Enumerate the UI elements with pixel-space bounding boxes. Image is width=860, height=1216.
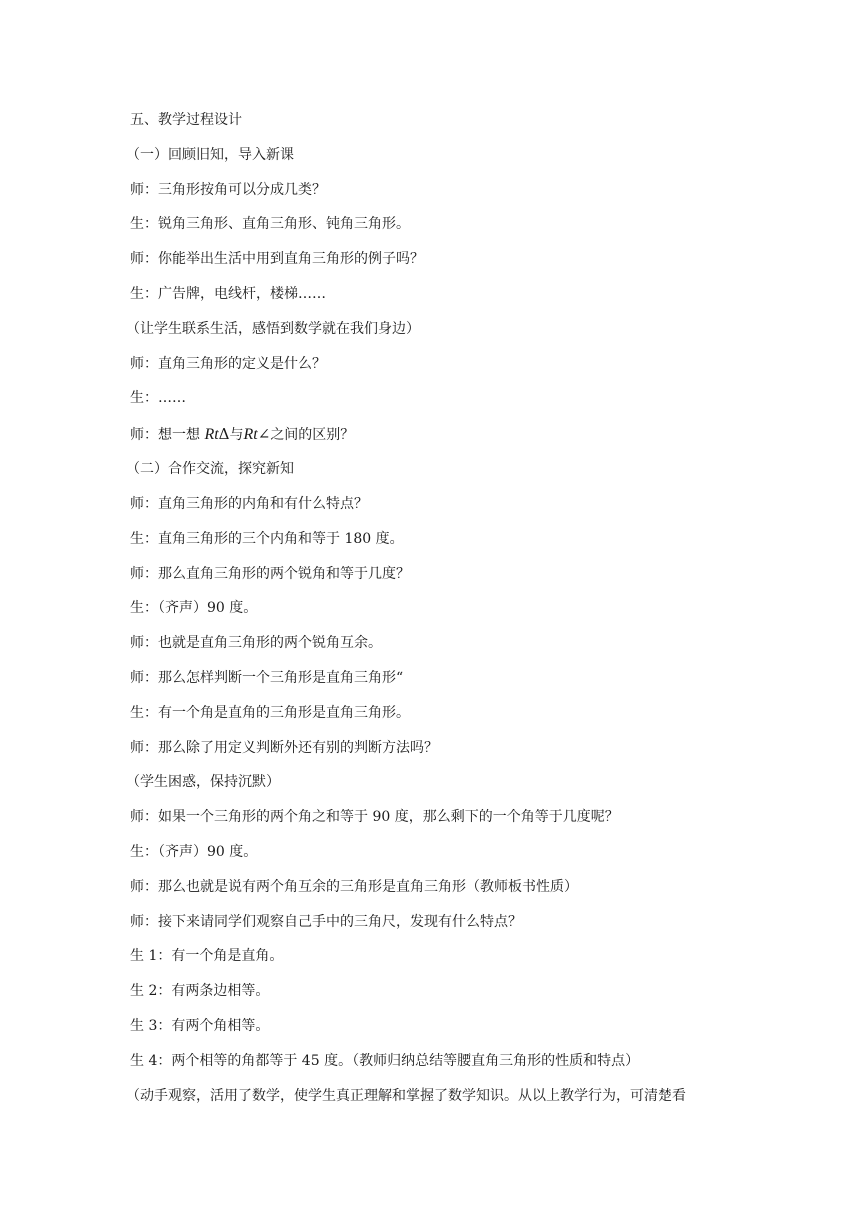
- dialogue-line: 生：广告牌，电线杆，楼梯……: [130, 285, 326, 302]
- dialogue-line: 师：也就是直角三角形的两个锐角互余。: [130, 635, 382, 652]
- dialogue-line: 生：（齐声）90 度。: [130, 600, 258, 617]
- dialogue-line: 师：那么怎样判断一个三角形是直角三角形“: [130, 669, 404, 686]
- section-heading: 五、教学过程设计: [130, 112, 242, 128]
- rt-symbol: Rt: [204, 426, 219, 444]
- dialogue-line: 生：有一个角是直角的三角形是直角三角形。: [130, 704, 410, 721]
- dialogue-line: 师：你能举出生活中用到直角三角形的例子吗？: [130, 251, 424, 268]
- angle-symbol: ∠: [257, 425, 271, 444]
- subsection-or-note: （让学生联系生活，感悟到数学就在我们身边）: [126, 320, 420, 337]
- dialogue-line: 生：锐角三角形、直角三角形、钝角三角形。: [130, 216, 410, 233]
- dialogue-line: 师：三角形按角可以分成几类？: [130, 181, 326, 198]
- delta-symbol: Δ: [218, 425, 230, 444]
- math-line-suffix: 之间的区别？: [270, 427, 355, 444]
- dialogue-line: 生：……: [130, 390, 186, 407]
- dialogue-line: 师：接下来请同学们观察自己手中的三角尺，发现有什么特点？: [130, 913, 522, 930]
- subsection-or-note: （动手观察，活用了数学，使学生真正理解和掌握了数学知识。从以上教学行为，可清楚看: [126, 1087, 686, 1104]
- dialogue-line: 师：那么也就是说有两个角互余的三角形是直角三角形（教师板书性质）: [130, 878, 578, 895]
- rt-symbol: Rt: [243, 426, 258, 444]
- math-question-line: [130, 423, 750, 445]
- dialogue-line: 生：（齐声）90 度。: [130, 843, 258, 860]
- document-body: [126, 110, 750, 1120]
- dialogue-line: 师：如果一个三角形的两个角之和等于 90 度，那么剩下的一个角等于几度呢？: [130, 809, 619, 826]
- dialogue-line: 生 2：有两条边相等。: [130, 983, 270, 1000]
- subsection-or-note: （二）合作交流，探究新知: [126, 461, 294, 478]
- math-line-connector: 与: [229, 427, 244, 444]
- dialogue-line: 师：那么除了用定义判断外还有别的判断方法吗？: [130, 739, 438, 756]
- dialogue-line: 生 3：有两个角相等。: [130, 1017, 270, 1034]
- dialogue-line: 师：直角三角形的定义是什么？: [130, 355, 326, 372]
- dialogue-line: 师：那么直角三角形的两个锐角和等于几度？: [130, 565, 410, 582]
- dialogue-line: 生：直角三角形的三个内角和等于 180 度。: [130, 530, 404, 547]
- dialogue-line: 生 1：有一个角是直角。: [130, 948, 284, 965]
- subsection-or-note: （一）回顾旧知，导入新课: [126, 146, 294, 163]
- subsection-or-note: （学生困惑，保持沉默）: [126, 774, 280, 791]
- dialogue-line: 生 4：两个相等的角都等于 45 度。（教师归纳总结等腰直角三角形的性质和特点）: [130, 1052, 640, 1069]
- dialogue-line: 师：直角三角形的内角和有什么特点？: [130, 495, 368, 512]
- math-line-prefix: 师：想一想: [130, 427, 205, 444]
